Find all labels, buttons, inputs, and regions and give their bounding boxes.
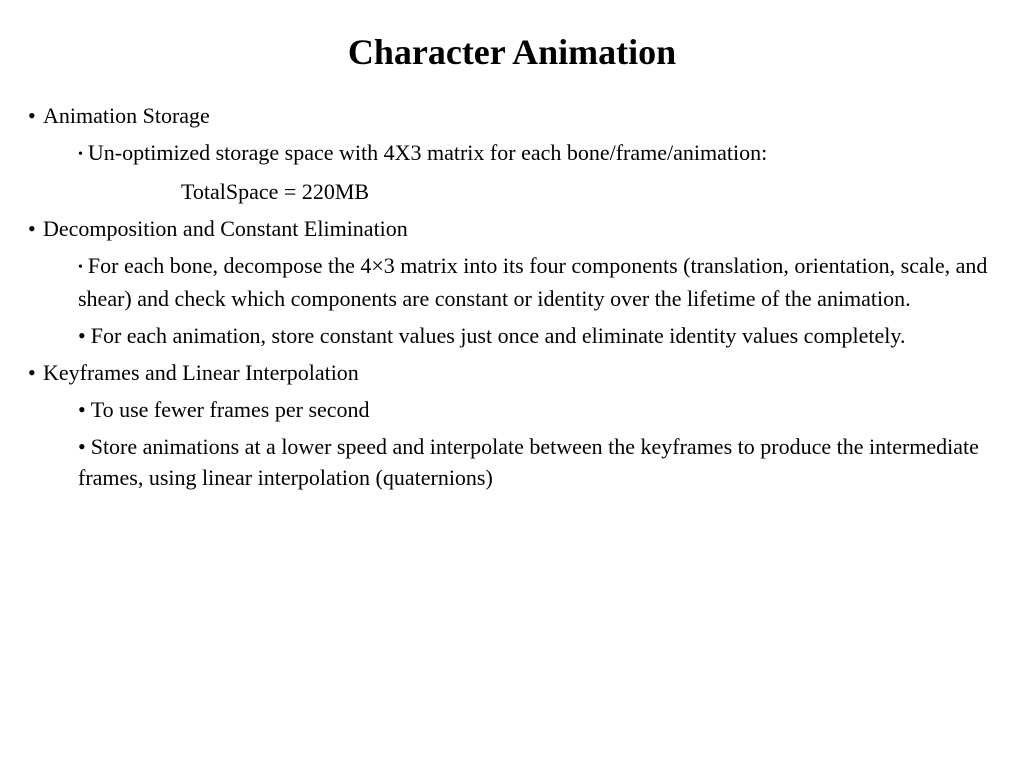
sub-bullet-text: Un-optimized storage space with 4X3 matrix for each bone/frame/animation: [87, 140, 768, 165]
bullet-text: Decomposition and Constant Elimination [43, 216, 408, 241]
bullet-animation-storage [28, 100, 998, 131]
sub-bullet-text: To use fewer frames per second [90, 397, 370, 422]
bullet-decomposition [28, 213, 998, 244]
slide-title: Character Animation [347, 32, 677, 72]
sub-bullet-text: For each animation, store constant values just once and eliminate identity values completely. [90, 323, 906, 348]
sub-bullet-unoptimized-storage [28, 137, 998, 170]
sub-bullet-fewer-frames [28, 394, 998, 425]
bullet-icon: • [28, 103, 36, 128]
bullet-icon: • [78, 147, 83, 162]
total-space-line: TotalSpace = 220MB [181, 179, 370, 204]
bullet-icon: • [78, 434, 86, 459]
sub-bullet-text: Store animations at a lower speed and interpolate between the keyframes to produce the intermediate frames, using linear interpolation (quaternions) [78, 434, 979, 490]
bullet-icon: • [78, 323, 86, 348]
bullet-text: Animation Storage [43, 103, 210, 128]
sub-bullet-interpolate [28, 431, 998, 493]
bullet-icon: • [78, 260, 83, 275]
bullet-icon: • [28, 360, 36, 385]
bullet-icon: • [78, 397, 86, 422]
bullet-icon: • [28, 216, 36, 241]
bullet-keyframes [28, 357, 998, 388]
sub-bullet-text: For each bone, decompose the 4×3 matrix into its four components (translation, orientation, scale, and shear) and check which components are constant or identity over the lifetime of the animation. [78, 253, 988, 311]
sub-bullet-store-constants [28, 320, 998, 351]
slide-body [28, 100, 998, 499]
sub-bullet-decompose-matrix [28, 250, 998, 314]
bullet-text: Keyframes and Linear Interpolation [43, 360, 359, 385]
